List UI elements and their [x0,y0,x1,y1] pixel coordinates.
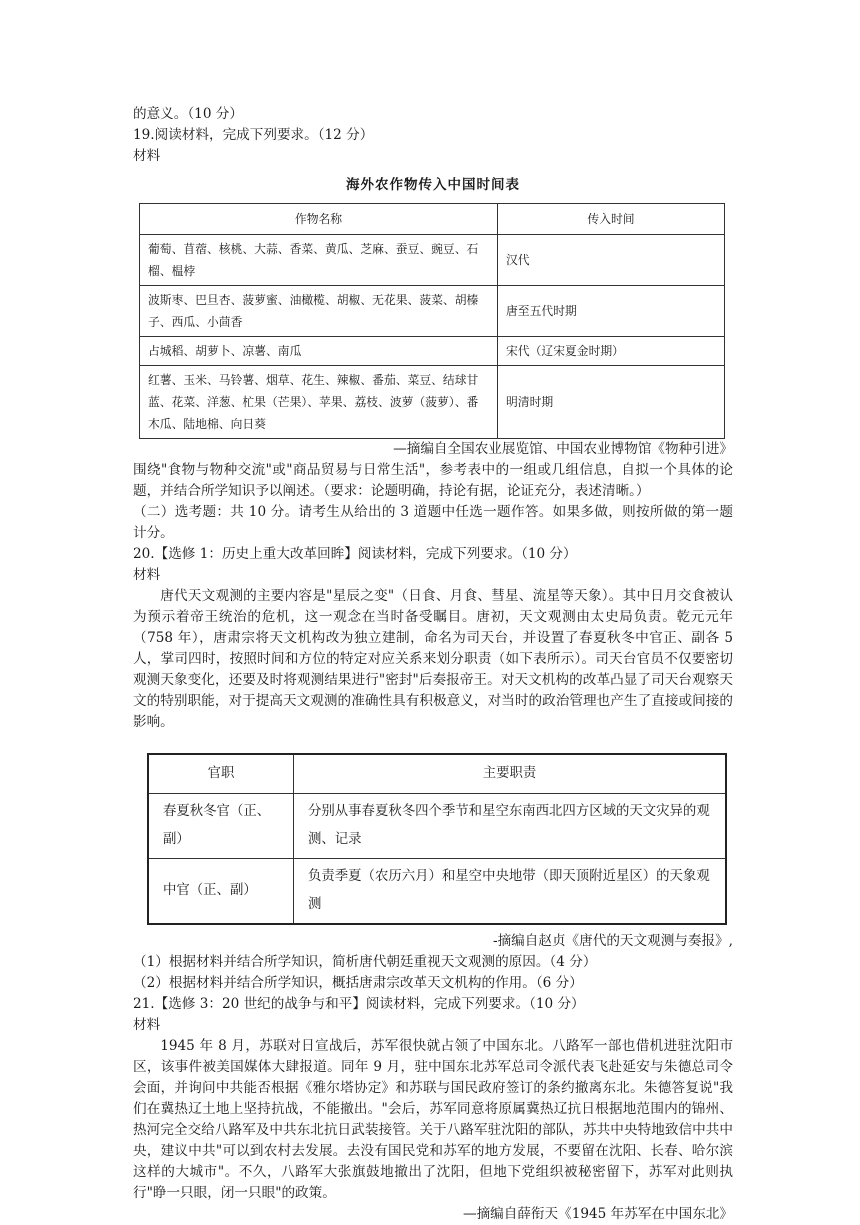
crop-cell: 波斯枣、巴旦杏、菠萝蜜、油橄榄、胡椒、无花果、菠菜、胡榛子、西瓜、小茴香 [140,286,498,337]
post-cell: 中官（正、副） [148,859,294,925]
table-row [140,235,725,286]
exam-page [133,104,733,1225]
time-cell: 明清时期 [498,366,725,439]
q20-sub2: （2）根据材料并结合所学知识，概括唐肃宗改革天文机构的作用。（6 分） [133,975,583,991]
q21-material-label: 材料 [133,1017,161,1033]
q21-paragraph: 1945 年 8 月，苏联对日宣战后，苏军很快就占领了中国东北。八路军一部也借机进驻沈阳市区，该事件被美国媒体大肆报道。同年 9 月，驻中国东北苏军总司令派代表飞赴延安与朱德总司令会面，并询问中共能否根据《雅尔塔协定》和苏联与国民政府签订的条约撤离东北。朱德答复说"我们在冀热辽土地上坚持抗战，不能撤出。"会后，苏军同意将原属冀热辽抗日根据地范围内的锦州、热河完全交给八路军及中共东北抗日武装接管。关于八路军驻沈阳的部队，苏共中央特地致信中共中央，建议中共"可以到农村去发展。去没有国民党和苏军的地方发展，不要留在沈阳、长春、哈尔滨这样的大城市"。不久，八路军大张旗鼓地撤出了沈阳，但地下党组织被秘密留下，苏军对此则执行"睁一只眼，闭一只眼"的政策。 [133,1038,733,1201]
q19-material-label: 材料 [133,148,161,164]
table-row [140,366,725,439]
duty-cell: 分别从事春夏秋冬四个季节和星空东南西北四方区域的天文灾异的观测、记录 [294,794,727,859]
q20-paragraph: 唐代天文观测的主要内容是"星辰之变"（日食、月食、彗星、流星等天象）。其中日月交食被认为预示着帝王统治的危机，这一观念在当时备受瞩目。唐初，天文观测由太史局负责。乾元元年（758 年），唐肃宗将天文机构改为独立建制，命名为司天台，并设置了春夏秋冬中官正、副各 5 人，掌司四时，按照时间和方位的特定对应关系来划分职责（如下表所示）。司天台官员不仅要密切观测天象变化，还要及时将观测结果进行"密封"后奏报帝王。对天文机构的改革凸显了司天台观察天文的特别职能，对于提高天文观测的准确性具有积极意义，对当时的政治管理也产生了直接或间接的影响。 [133,588,733,730]
table-row [148,794,726,859]
q20-source: -摘编自赵贞《唐代的天文观测与奏报》, [492,933,733,949]
crops-table [139,203,725,439]
table-header-time: 传入时间 [498,204,725,235]
table-header-row [148,754,726,794]
q20-material-label: 材料 [133,567,161,583]
q19-title: 19.阅读材料，完成下列要求。（12 分） [133,127,374,143]
table-header-crop: 作物名称 [140,204,498,235]
table-row [140,337,725,366]
table1-source: —摘编自全国农业展览馆、中国农业博物馆《物种引进》 [393,441,733,457]
crop-cell: 红薯、玉米、马铃薯、烟草、花生、辣椒、番茄、菜豆、结球甘蓝、花菜、洋葱、杧果（芒果）、苹果、荔枝、波萝（菠萝）、番木瓜、陆地棉、向日葵 [140,366,498,439]
section2-instructions: （二）选考题：共 10 分。请考生从给出的 3 道题中任选一题作答。如果多做，则按所做的第一题计分。 [133,504,733,541]
q20-title: 20.【选修 1：历史上重大改革回眸】阅读材料，完成下列要求。（10 分） [133,546,577,562]
time-cell: 宋代（辽宋夏金时期） [498,337,725,366]
table-header-row [140,204,725,235]
q19-task: 围绕"食物与物种交流"或"商品贸易与日常生活"，参考表中的一组或几组信息，自拟一个具体的论题，并结合所学知识予以阐述。（要求：论题明确，持论有据，论证充分，表述清晰。） [133,462,733,499]
q21-source: —摘编自薛衔天《1945 年苏军在中国东北》 [462,1206,733,1222]
time-cell: 汉代 [498,235,725,286]
crop-cell: 占城稻、胡萝卜、凉薯、南瓜 [140,337,498,366]
table-row [148,859,726,925]
duty-cell: 负责季夏（农历六月）和星空中央地带（即天顶附近星区）的天象观测 [294,859,727,925]
q21-title: 21.【选修 3：20 世纪的战争与和平】阅读材料，完成下列要求。（10 分） [133,996,585,1012]
table-row [140,286,725,337]
q20-sub1: （1）根据材料并结合所学知识，简析唐代朝廷重视天文观测的原因。（4 分） [133,954,597,970]
table-header-duty: 主要职责 [294,754,727,794]
observatory-table [147,753,727,925]
table1-caption: 海外农作物传入中国时间表 [346,177,520,193]
crop-cell: 葡萄、苜蓿、核桃、大蒜、香菜、黄瓜、芝麻、蚕豆、豌豆、石榴、榅桲 [140,235,498,286]
table-header-post: 官职 [148,754,294,794]
post-cell: 春夏秋冬官（正、副） [148,794,294,859]
prev-question-tail: 的意义。（10 分） [133,106,243,122]
time-cell: 唐至五代时期 [498,286,725,337]
